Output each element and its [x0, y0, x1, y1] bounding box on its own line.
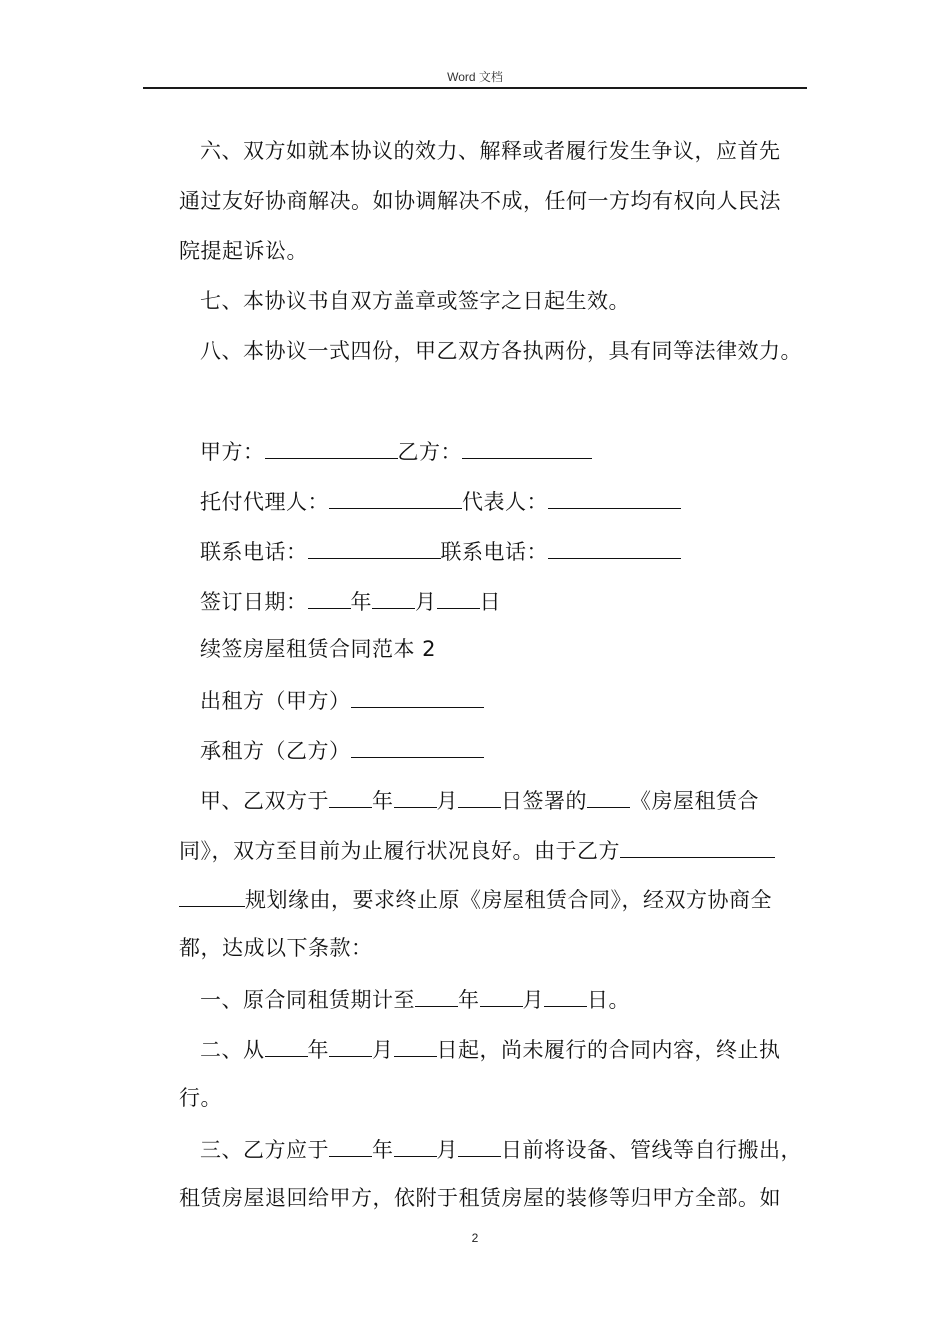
year-label: 年: [350, 590, 372, 614]
clause-two-text-b: 日起，尚未履行的合同内容，终止执: [436, 1038, 781, 1062]
clause-one: [200, 984, 630, 1014]
header-divider: [143, 87, 807, 89]
day-label: 日: [479, 590, 501, 614]
clause-two-month-blank: [329, 1034, 372, 1057]
month-label: 月: [415, 590, 437, 614]
page-header-title: Word 文档: [447, 70, 503, 84]
phone-a-blank: [308, 536, 441, 559]
lessor-blank: [351, 685, 484, 708]
clause-three-year-blank: [329, 1134, 372, 1157]
intro-text-line-2: 同》，双方至目前为止履行状况良好。由于乙方: [179, 839, 620, 863]
clause-eight: 八、本协议一式四份，甲乙双方各执两份，具有同等法律效力。: [200, 339, 802, 363]
clause-three-year-label: 年: [372, 1138, 394, 1162]
clause-two-year-label: 年: [307, 1038, 329, 1062]
intro-text-c: 《房屋租赁合: [630, 789, 759, 813]
party-b-blank: [462, 436, 592, 459]
clause-two-year-blank: [265, 1034, 308, 1057]
clause-three-line-1: [200, 1134, 802, 1164]
agent-label: 托付代理人：: [200, 490, 329, 514]
clause-two-day-blank: [394, 1034, 437, 1057]
clause-seven: 七、本协议书自双方盖章或签字之日起生效。: [200, 289, 630, 313]
intro-contract-blank: [587, 785, 630, 808]
clause-three-month-blank: [394, 1134, 437, 1157]
representative-blank: [548, 486, 681, 509]
intro-reason-blank-1: [620, 835, 775, 858]
agent-blank: [329, 486, 462, 509]
intro-line-1: [200, 785, 759, 815]
signature-phone-row: [200, 536, 681, 566]
clause-one-month-label: 月: [522, 988, 544, 1012]
clause-one-month-blank: [480, 984, 523, 1007]
intro-text-a: 甲、乙双方于: [200, 789, 329, 813]
phone-b-label: 联系电话：: [440, 540, 548, 564]
page-number: 2: [471, 1231, 479, 1245]
signature-agent-row: [200, 486, 681, 516]
intro-year-label: 年: [372, 789, 394, 813]
contract-two-title: 续签房屋租赁合同范本 2: [200, 637, 437, 661]
clause-three-text-b: 日前将设备、管线等自行搬出，: [501, 1138, 802, 1162]
party-b-label: 乙方：: [397, 440, 462, 464]
signature-parties-row: [200, 436, 592, 466]
clause-three-text-a: 三、乙方应于: [200, 1138, 329, 1162]
party-a-label: 甲方：: [200, 440, 265, 464]
clause-six-line-3: 院提起诉讼。: [179, 239, 308, 263]
intro-reason-blank-2: [179, 884, 245, 907]
clause-six-line-2: 通过友好协商解决。如协调解决不成，任何一方均有权向人民法: [179, 189, 781, 213]
intro-text-line-3: 规划缘由，要求终止原《房屋租赁合同》，经双方协商全: [245, 888, 772, 912]
clause-two-month-label: 月: [372, 1038, 394, 1062]
intro-text-b: 日签署的: [501, 789, 587, 813]
signature-date-row: [200, 586, 501, 616]
month-blank: [372, 586, 415, 609]
clause-one-end: 日。: [587, 988, 630, 1012]
representative-label: 代表人：: [462, 490, 548, 514]
clause-one-year-label: 年: [458, 988, 480, 1012]
day-blank: [437, 586, 480, 609]
lessee-label: 承租方（乙方）: [200, 739, 351, 763]
year-blank: [308, 586, 351, 609]
clause-six-line-1: 六、双方如就本协议的效力、解释或者履行发生争议，应首先: [200, 139, 781, 163]
party-a-blank: [265, 436, 398, 459]
intro-line-2: [179, 835, 775, 865]
intro-month-blank: [394, 785, 437, 808]
clause-two-text-a: 二、从: [200, 1038, 265, 1062]
clause-two-line-1: [200, 1034, 781, 1064]
phone-a-label: 联系电话：: [200, 540, 308, 564]
phone-b-blank: [548, 536, 681, 559]
lessee-blank: [351, 735, 484, 758]
lessor-row: [200, 685, 484, 715]
clause-three-month-label: 月: [436, 1138, 458, 1162]
intro-month-label: 月: [436, 789, 458, 813]
intro-line-4: 都，达成以下条款：: [179, 936, 373, 960]
clause-two-line-2: 行。: [179, 1086, 222, 1110]
lessee-row: [200, 735, 484, 765]
intro-year-blank: [329, 785, 372, 808]
clause-one-day-blank: [544, 984, 587, 1007]
lessor-label: 出租方（甲方）: [200, 689, 351, 713]
clause-three-day-blank: [458, 1134, 501, 1157]
intro-line-3: [179, 884, 772, 914]
clause-one-text: 一、原合同租赁期计至: [200, 988, 415, 1012]
clause-one-year-blank: [415, 984, 458, 1007]
clause-three-line-2: 租赁房屋退回给甲方，依附于租赁房屋的装修等归甲方全部。如: [179, 1186, 781, 1210]
intro-day-blank: [458, 785, 501, 808]
date-label: 签订日期：: [200, 590, 308, 614]
